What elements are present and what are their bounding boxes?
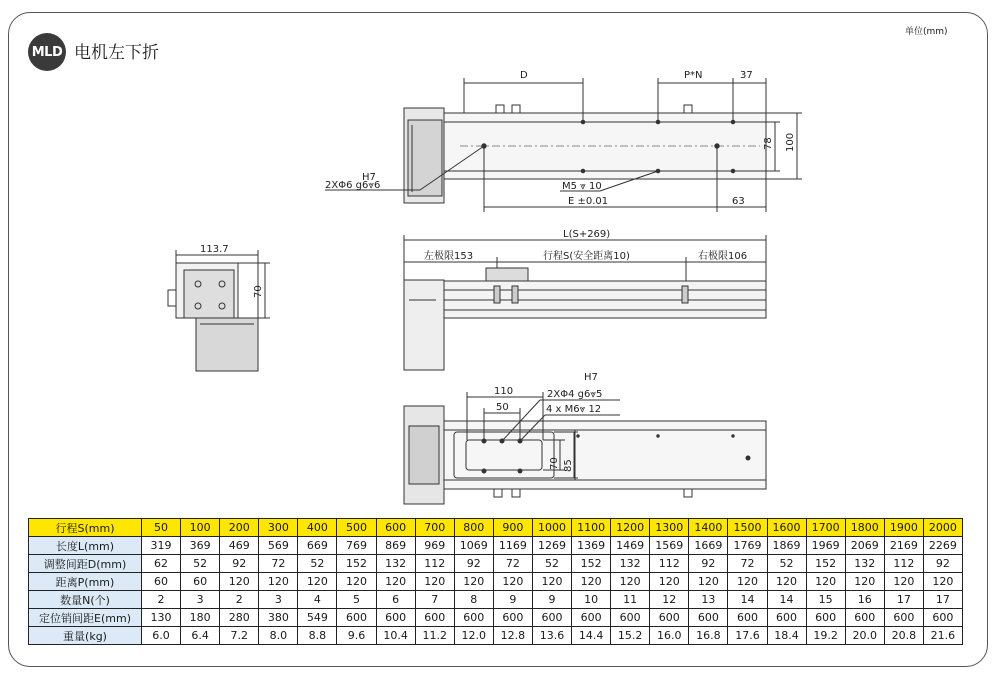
top-hole-spec: 2XΦ6 g6⩔6 [325,180,381,191]
table-cell: 1169 [493,537,532,555]
table-cell: 6 [376,591,415,609]
stroke-cell: 1800 [845,519,884,537]
table-cell: 600 [650,609,689,627]
dim-50: 50 [496,402,509,413]
stroke-cell: 50 [142,519,181,537]
table-cell: 600 [689,609,728,627]
table-cell: 8 [454,591,493,609]
table-cell: 7 [415,591,454,609]
stroke-cell: 700 [415,519,454,537]
stroke-cell: 1500 [728,519,767,537]
table-cell: 1569 [650,537,689,555]
dim-d: D [520,70,528,81]
table-cell: 3 [181,591,220,609]
e-dim: E ±0.01 [568,196,609,207]
table-cell: 52 [767,555,806,573]
table-cell: 17.6 [728,627,767,645]
table-cell: 869 [376,537,415,555]
table-cell: 16.8 [689,627,728,645]
table-cell: 152 [572,555,611,573]
stroke-cell: 1900 [884,519,923,537]
table-cell: 4 [298,591,337,609]
table-cell: 17 [884,591,923,609]
stroke-cell: 600 [376,519,415,537]
side-width: 113.7 [200,244,229,255]
table-row [29,555,963,573]
table-cell: 10.4 [376,627,415,645]
table-cell: 17 [923,591,962,609]
table-cell: 120 [923,573,962,591]
stroke-cell: 400 [298,519,337,537]
table-cell: 120 [532,573,571,591]
table-cell: 549 [298,609,337,627]
table-cell: 669 [298,537,337,555]
right-limit: 右极限106 [698,251,748,262]
table-cell: 72 [493,555,532,573]
table-cell: 120 [689,573,728,591]
stroke-cell: 300 [259,519,298,537]
table-cell: 600 [572,609,611,627]
table-cell: 120 [650,573,689,591]
table-cell: 14 [767,591,806,609]
table-cell: 600 [415,609,454,627]
table-cell: 2069 [845,537,884,555]
carriage-hole-spec: 2XΦ4 g6⩔5 [547,389,603,400]
table-cell: 92 [923,555,962,573]
table-cell: 1069 [454,537,493,555]
table-cell: 120 [572,573,611,591]
stroke-label: 行程S(安全距离10) [543,251,630,262]
table-cell: 120 [259,573,298,591]
table-cell: 380 [259,609,298,627]
stroke-cell: 1000 [532,519,571,537]
table-cell: 1869 [767,537,806,555]
table-cell: 3 [259,591,298,609]
table-header-row [29,519,963,537]
dim-70b: 70 [549,457,560,470]
table-cell: 21.6 [923,627,962,645]
table-cell: 7.2 [220,627,259,645]
table-cell: 120 [220,573,259,591]
dim-pn: P*N [684,70,703,81]
table-cell: 11 [611,591,650,609]
table-cell: 1269 [532,537,571,555]
table-cell: 120 [376,573,415,591]
thread-spec: 4 x M6⩔ 12 [546,404,602,415]
table-cell: 92 [220,555,259,573]
table-cell: 5 [337,591,376,609]
table-cell: 120 [298,573,337,591]
table-cell: 52 [181,555,220,573]
stroke-cell: 200 [220,519,259,537]
table-cell: 12.8 [493,627,532,645]
table-cell: 969 [415,537,454,555]
table-cell: 52 [298,555,337,573]
dim-85: 85 [563,459,574,472]
side-view [168,250,270,371]
table-cell: 132 [845,555,884,573]
length-dim: L(S+269) [563,229,611,240]
row-label: 距离P(mm) [29,573,142,591]
table-cell: 14 [728,591,767,609]
table-cell: 600 [611,609,650,627]
table-cell: 120 [806,573,845,591]
table-cell: 8.0 [259,627,298,645]
table-cell: 20.0 [845,627,884,645]
table-cell: 12.0 [454,627,493,645]
stroke-cell: 1400 [689,519,728,537]
table-cell: 9 [532,591,571,609]
row-label: 长度L(mm) [29,537,142,555]
table-cell: 180 [181,609,220,627]
table-cell: 16 [845,591,884,609]
table-cell: 60 [181,573,220,591]
table-cell: 11.2 [415,627,454,645]
table-cell: 2169 [884,537,923,555]
table-cell: 120 [845,573,884,591]
table-cell: 92 [689,555,728,573]
stroke-cell: 1300 [650,519,689,537]
table-cell: 12 [650,591,689,609]
table-cell: 600 [728,609,767,627]
table-cell: 62 [142,555,181,573]
table-cell: 130 [142,609,181,627]
row-label: 定位销间距E(mm) [29,609,142,627]
stroke-cell: 800 [454,519,493,537]
table-cell: 120 [728,573,767,591]
table-cell: 8.8 [298,627,337,645]
table-cell: 600 [806,609,845,627]
table-row [29,537,963,555]
dim-37: 37 [740,70,753,81]
stroke-cell: 100 [181,519,220,537]
table-cell: 600 [337,609,376,627]
table-cell: 120 [767,573,806,591]
table-cell: 1969 [806,537,845,555]
table-cell: 9.6 [337,627,376,645]
row-label: 重量(kg) [29,627,142,645]
table-cell: 152 [806,555,845,573]
row-label: 调整间距D(mm) [29,555,142,573]
table-cell: 600 [845,609,884,627]
stroke-cell: 1200 [611,519,650,537]
dim-63: 63 [732,196,745,207]
dim-110: 110 [494,386,514,397]
stroke-cell: 500 [337,519,376,537]
table-cell: 15.2 [611,627,650,645]
m5-spec: M5 ⩔ 10 [562,181,602,192]
side-height: 70 [253,285,264,298]
page-title: 电机左下折 [74,43,159,63]
table-cell: 600 [493,609,532,627]
table-cell: 20.8 [884,627,923,645]
table-cell: 120 [454,573,493,591]
table-cell: 1469 [611,537,650,555]
table-cell: 469 [220,537,259,555]
stroke-cell: 1600 [767,519,806,537]
table-cell: 600 [376,609,415,627]
table-row [29,609,963,627]
table-cell: 15 [806,591,845,609]
table-cell: 132 [376,555,415,573]
motor-side [404,280,444,370]
table-cell: 52 [532,555,571,573]
stroke-cell: 2000 [923,519,962,537]
left-limit: 左极限153 [424,251,474,262]
table-cell: 60 [142,573,181,591]
table-cell: 2 [220,591,259,609]
top-hole-tol: H7 [362,172,376,183]
table-cell: 112 [650,555,689,573]
stroke-cell: 900 [493,519,532,537]
table-cell: 600 [454,609,493,627]
table-cell: 319 [142,537,181,555]
stroke-cell: 1100 [572,519,611,537]
table-cell: 280 [220,609,259,627]
table-cell: 14.4 [572,627,611,645]
table-cell: 600 [532,609,571,627]
table-cell: 6.4 [181,627,220,645]
spec-table [28,518,963,645]
table-cell: 2 [142,591,181,609]
table-cell: 152 [337,555,376,573]
table-row [29,627,963,645]
table-cell: 16.0 [650,627,689,645]
table-cell: 369 [181,537,220,555]
row-label: 行程S(mm) [29,519,142,537]
table-cell: 120 [611,573,650,591]
table-cell: 92 [454,555,493,573]
model-badge: MLD [28,33,66,71]
dim-100: 100 [785,132,796,152]
row-label: 数量N(个) [29,591,142,609]
table-cell: 9 [493,591,532,609]
unit-label: 单位(mm) [905,27,948,37]
table-cell: 13 [689,591,728,609]
table-cell: 112 [884,555,923,573]
table-cell: 1669 [689,537,728,555]
table-cell: 18.4 [767,627,806,645]
table-cell: 569 [259,537,298,555]
table-cell: 19.2 [806,627,845,645]
table-cell: 769 [337,537,376,555]
table-cell: 1369 [572,537,611,555]
table-row [29,591,963,609]
table-cell: 72 [259,555,298,573]
carriage-hole-tol: H7 [584,372,598,383]
table-cell: 600 [884,609,923,627]
table-cell: 10 [572,591,611,609]
dim-78: 78 [763,137,774,150]
table-cell: 13.6 [532,627,571,645]
table-cell: 120 [493,573,532,591]
table-cell: 120 [415,573,454,591]
table-cell: 120 [337,573,376,591]
table-row [29,573,963,591]
stroke-cell: 1700 [806,519,845,537]
table-cell: 120 [884,573,923,591]
table-cell: 1769 [728,537,767,555]
table-cell: 72 [728,555,767,573]
table-cell: 2269 [923,537,962,555]
table-cell: 112 [415,555,454,573]
table-cell: 132 [611,555,650,573]
table-cell: 600 [767,609,806,627]
table-cell: 6.0 [142,627,181,645]
table-cell: 600 [923,609,962,627]
